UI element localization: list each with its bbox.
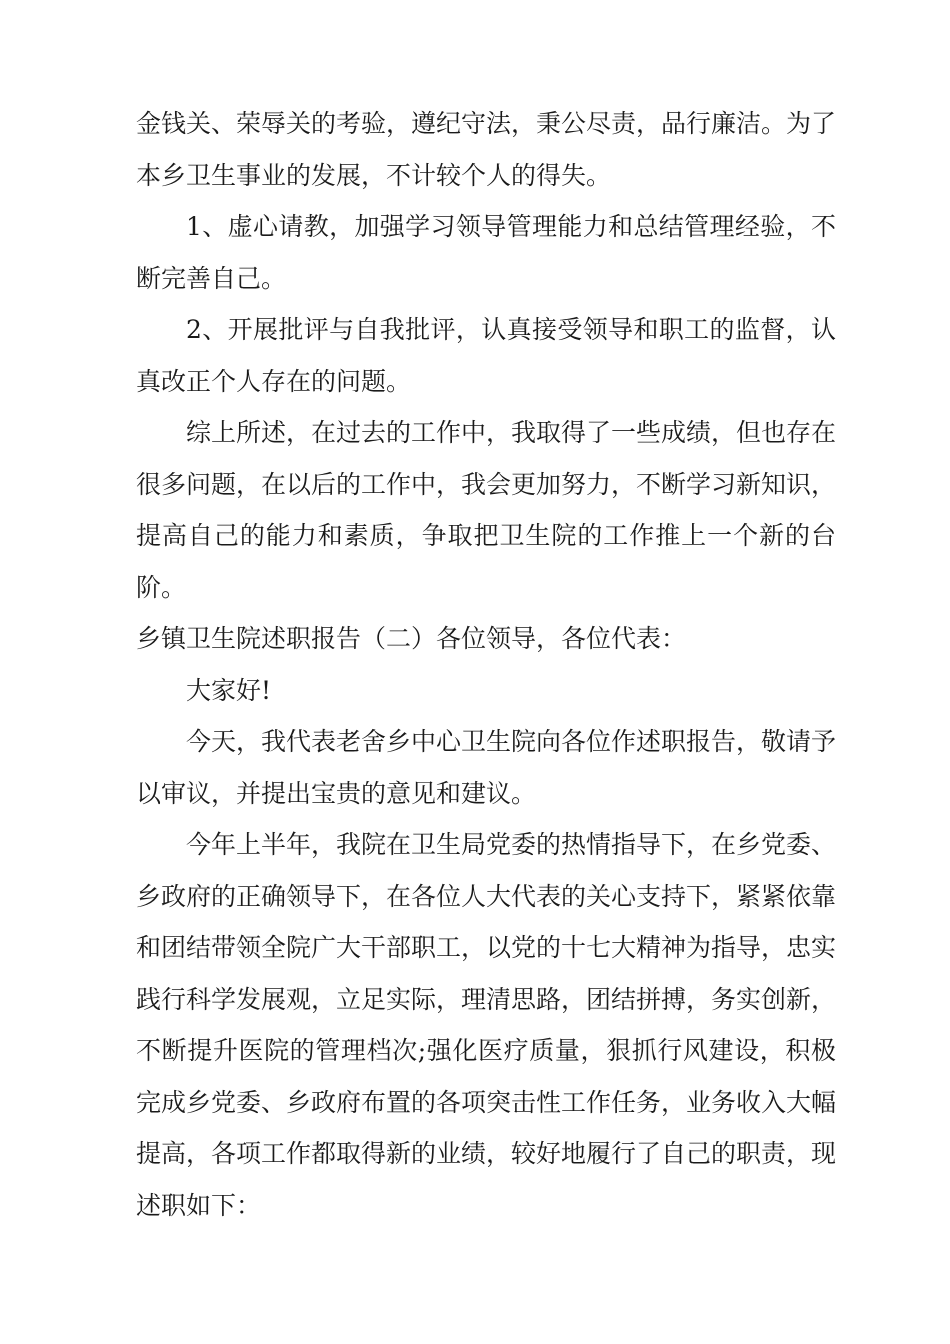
document-body [136,98,836,1231]
paragraph-item-1: 1、虚心请教，加强学习领导管理能力和总结管理经验，不断完善自己。 [136,212,836,293]
paragraph-greeting: 大家好! [186,675,272,705]
paragraph-item-2: 2、开展批评与自我批评，认真接受领导和职工的监督，认真改正个人存在的问题。 [136,315,836,396]
paragraph-intro: 今天，我代表老舍乡中心卫生院向各位作述职报告，敬请予以审议，并提出宝贵的意见和建议。 [136,727,837,808]
paragraph-continuation: 金钱关、荣辱关的考验，遵纪守法，秉公尽责，品行廉洁。为了本乡卫生事业的发展，不计较个人的得失。 [136,109,837,190]
paragraph-overview: 今年上半年，我院在卫生局党委的热情指导下，在乡党委、乡政府的正确领导下，在各位人大代表的关心支持下，紧紧依靠和团结带领全院广大干部职工，以党的十七大精神为指导，忠实践行科学发展观，立足实际，理清思路，团结拼搏，务实创新，不断提升医院的管理档次;强化医疗质量，狠抓行风建设，积极完成乡党委、乡政府布置的各项突击性工作任务，业务收入大幅提高，各项工作都取得新的业绩，较好地履行了自己的职责，现述职如下： [136,830,837,1220]
paragraph-summary: 综上所述，在过去的工作中，我取得了一些成绩，但也存在很多问题，在以后的工作中，我会更加努力，不断学习新知识，提高自己的能力和素质，争取把卫生院的工作推上一个新的台阶。 [136,418,837,602]
report-heading: 乡镇卫生院述职报告（二）各位领导，各位代表： [136,624,687,653]
